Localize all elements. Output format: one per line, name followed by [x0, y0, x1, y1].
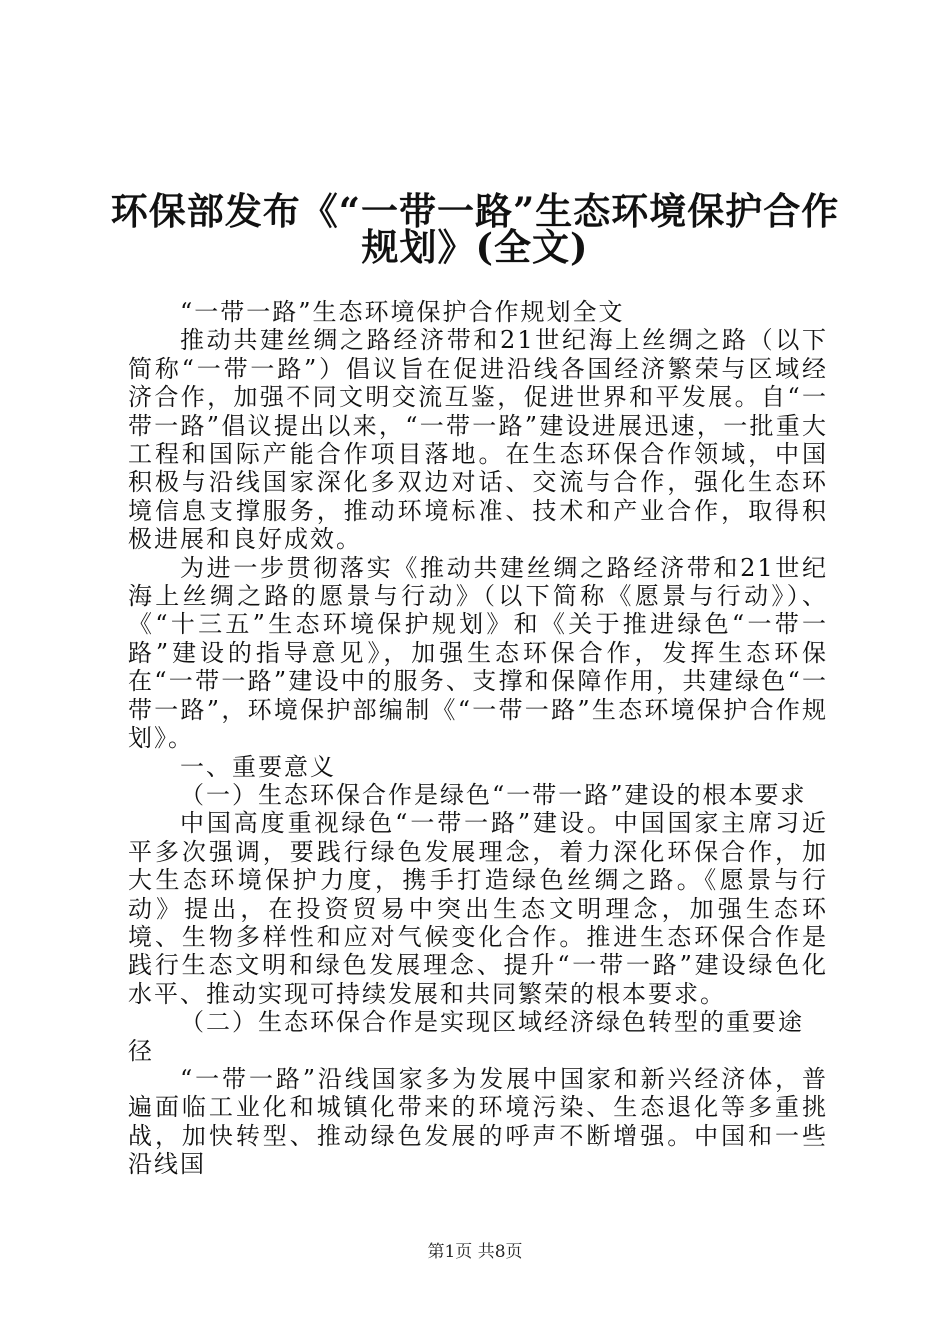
section-heading: 一、重要意义 [180, 752, 336, 781]
body-paragraph: 推动共建丝绸之路经济带和21世纪海上丝绸之路（以下简称“一带一路”）倡议旨在促进沿线各国经济繁荣与区域经济合作，加强不同文明交流互鉴，促进世界和平发展。自“一带一路”倡议提出以来，“一带一路”建设进展迅速，一批重大工程和国际产能合作项目落地。在生态环保合作领域，中国积极与沿线国家深化多双边对话、交流与合作，强化生态环境信息支撑服务，推动环境标准、技术和产业合作，取得积极进展和良好成效。 [128, 326, 828, 554]
document-title-line-2: 规划》(全文) [361, 225, 589, 269]
subsection-heading: （一）生态环保合作是绿色“一带一路”建设的根本要求 [180, 780, 807, 809]
body-paragraph: “一带一路”沿线国家多为发展中国家和新兴经济体，普遍面临工业化和城镇化带来的环境污染、生态退化等多重挑战，加快转型、推动绿色发展的呼声不断增强。中国和一些沿线国 [128, 1064, 828, 1179]
body-paragraph: 为进一步贯彻落实《推动共建丝绸之路经济带和21世纪海上丝绸之路的愿景与行动》（以下简称《愿景与行动》）、《“十三五”生态环境保护规划》和《关于推进绿色“一带一路”建设的指导意见》，加强生态环保合作，发挥生态环保在“一带一路”建设中的服务、支撑和保障作用，共建绿色“一带一路”，环境保护部编制《“一带一路”生态环境保护合作规划》。 [128, 553, 828, 753]
document-body [128, 298, 828, 1179]
page-footer: 第1页 共8页 [427, 1242, 523, 1262]
subtitle-paragraph: “一带一路”生态环境保护合作规划全文 [180, 298, 625, 326]
body-paragraph: 中国高度重视绿色“一带一路”建设。中国国家主席习近平多次强调，要践行绿色发展理念，着力深化环保合作，加大生态环境保护力度，携手打造绿色丝绸之路。《愿景与行动》提出，在投资贸易中突出生态文明理念，加强生态环境、生物多样性和应对气候变化合作。推进生态环保合作是践行生态文明和绿色发展理念、提升“一带一路”建设绿色化水平、推动实现可持续发展和共同繁荣的根本要求。 [128, 809, 828, 1008]
document-title-line-1: 环保部发布《“一带一路”生态环境保护合作 [110, 189, 840, 233]
subsection-heading: （二）生态环保合作是实现区域经济绿色转型的重要途径 [128, 1008, 804, 1065]
